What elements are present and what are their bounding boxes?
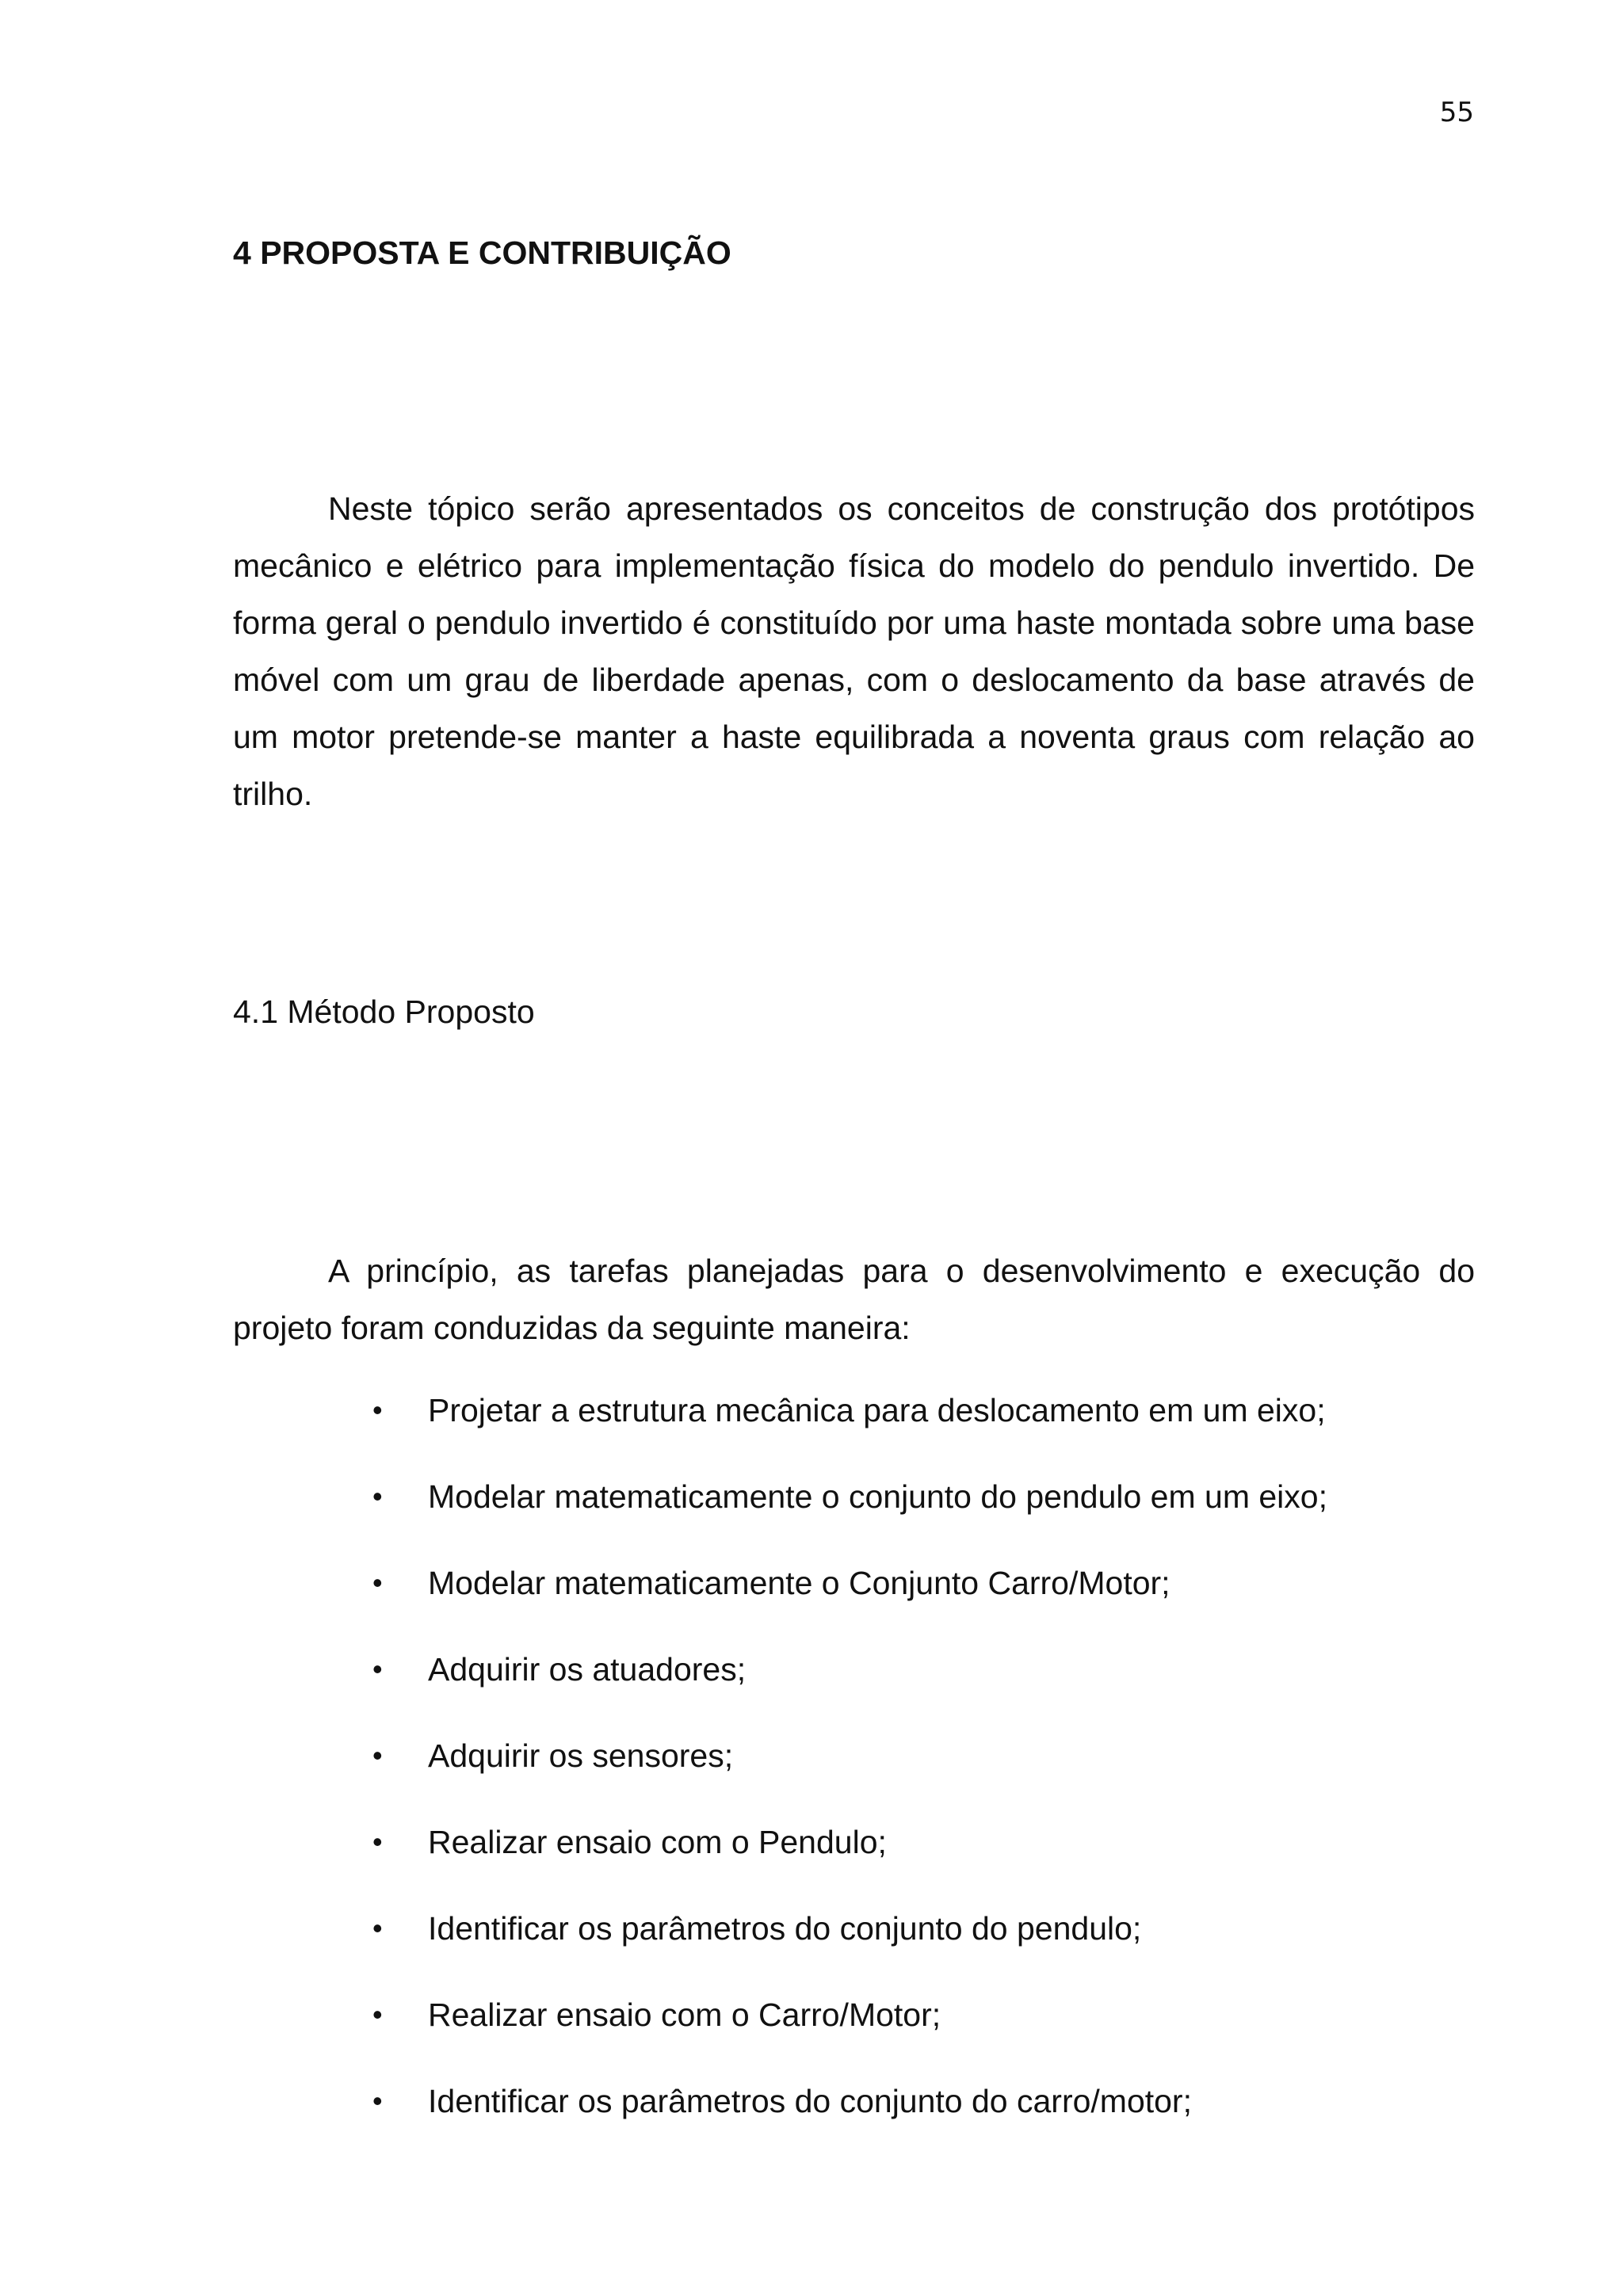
- intro-paragraph: Neste tópico serão apresentados os conceitos de construção dos protótipos mecânico e elétrico para implementação física do modelo do pendulo invertido. De forma geral o pendulo invertido é constituído por uma haste montada sobre uma base móvel com um grau de liberdade apenas, com o deslocamento da base através de um motor pretende-se manter a haste equilibrada a noventa graus com relação ao trilho.: [233, 490, 1475, 812]
- list-item-text: Adquirir os sensores;: [428, 1737, 734, 1774]
- bullet-icon: •: [372, 2084, 383, 2117]
- bullet-icon: •: [372, 1825, 383, 1858]
- list-item: [233, 1814, 1475, 1900]
- list-item-text: Projetar a estrutura mecânica para deslocamento em um eixo;: [428, 1392, 1326, 1428]
- task-list: [233, 1382, 1475, 2159]
- list-item: [233, 1727, 1475, 1814]
- bullet-icon: •: [372, 1653, 383, 1685]
- list-item-text: Identificar os parâmetros do conjunto do pendulo;: [428, 1910, 1142, 1947]
- list-item: [233, 2073, 1475, 2159]
- list-item-text: Modelar matematicamente o Conjunto Carro/Motor;: [428, 1565, 1170, 1601]
- tasks-intro-paragraph: A princípio, as tarefas planejadas para o desenvolvimento e execução do projeto foram conduzidas da seguinte maneira:: [233, 1253, 1475, 1346]
- list-item-text: Modelar matematicamente o conjunto do pendulo em um eixo;: [428, 1478, 1327, 1515]
- bullet-icon: •: [372, 1998, 383, 2031]
- list-item-text: Identificar os parâmetros do conjunto do carro/motor;: [428, 2083, 1192, 2119]
- bullet-icon: •: [372, 1912, 383, 1944]
- list-item: [233, 1641, 1475, 1727]
- list-item: [233, 1382, 1475, 1468]
- bullet-icon: •: [372, 1566, 383, 1599]
- list-item-text: Realizar ensaio com o Carro/Motor;: [428, 1997, 941, 2033]
- bullet-icon: •: [372, 1739, 383, 1772]
- list-item-text: Adquirir os atuadores;: [428, 1651, 747, 1688]
- chapter-title: 4 PROPOSTA E CONTRIBUIÇÃO: [233, 235, 731, 271]
- page-number: 55: [1439, 97, 1474, 128]
- section-title: 4.1 Método Proposto: [233, 994, 535, 1030]
- list-item: [233, 1468, 1475, 1554]
- list-item: [233, 1900, 1475, 1986]
- list-item: [233, 1554, 1475, 1641]
- list-item: [233, 1986, 1475, 2073]
- bullet-icon: •: [372, 1480, 383, 1512]
- list-item-text: Realizar ensaio com o Pendulo;: [428, 1824, 887, 1860]
- bullet-icon: •: [372, 1394, 383, 1426]
